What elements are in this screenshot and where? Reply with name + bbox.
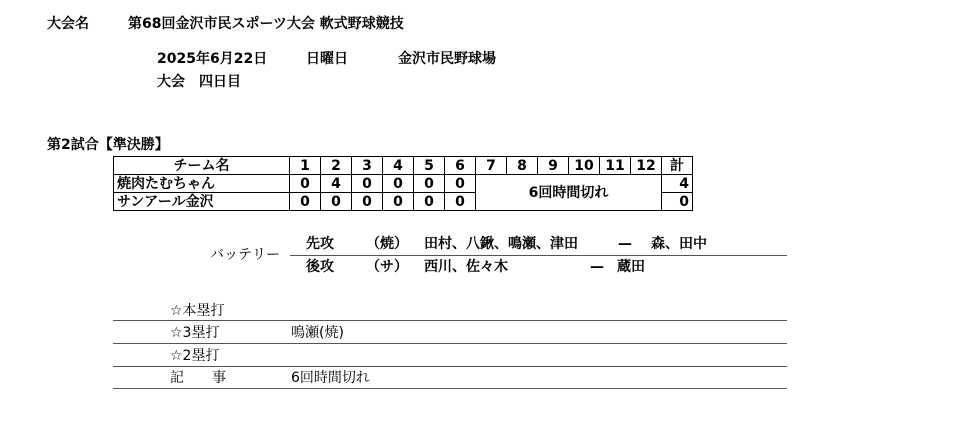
inning-score: 0 [414, 193, 445, 211]
venue: 金沢市民野球場 [398, 51, 496, 67]
battery-side: 後攻 [306, 259, 334, 275]
record-label: 記 事 [170, 370, 226, 386]
record-divider [113, 366, 787, 367]
scoreboard-header-row [114, 157, 693, 175]
game-title: 第2試合【準決勝】 [47, 137, 169, 153]
inning-score: 0 [414, 175, 445, 193]
team-name-header: チーム名 [114, 157, 290, 175]
inning-header: 10 [569, 157, 600, 175]
team-name: サンアール金沢 [114, 193, 290, 211]
record-label: ☆本塁打 [170, 303, 225, 319]
game-note: 6回時間切れ [476, 175, 662, 211]
inning-score: 0 [352, 193, 383, 211]
battery-side: 先攻 [306, 236, 334, 252]
weekday: 日曜日 [306, 51, 348, 67]
scoreboard-table [113, 156, 693, 211]
team-row [114, 175, 693, 193]
inning-score: 0 [383, 193, 414, 211]
total-header: 計 [662, 157, 693, 175]
inning-score: 0 [383, 175, 414, 193]
inning-header: 2 [321, 157, 352, 175]
record-value: 6回時間切れ [291, 370, 370, 386]
inning-header: 12 [631, 157, 662, 175]
record-label: ☆3塁打 [170, 325, 220, 341]
inning-header: 6 [445, 157, 476, 175]
inning-header: 3 [352, 157, 383, 175]
inning-score: 0 [321, 193, 352, 211]
tournament-day: 大会 四日目 [157, 74, 241, 90]
record-divider [113, 343, 787, 344]
battery-catchers: 森、田中 [651, 236, 707, 252]
record-value: 鳴瀬(焼) [291, 325, 344, 341]
inning-header: 1 [290, 157, 321, 175]
record-label: ☆2塁打 [170, 348, 220, 364]
team-name: 焼肉たむちゃん [114, 175, 290, 193]
battery-pitchers: 西川、佐々木 [424, 259, 508, 275]
battery-divider [290, 255, 787, 256]
inning-score: 4 [321, 175, 352, 193]
team-total: 4 [662, 175, 693, 193]
inning-score: 0 [290, 193, 321, 211]
record-divider [113, 388, 787, 389]
battery-dash: — [618, 236, 632, 252]
record-divider [113, 320, 787, 321]
inning-score: 0 [352, 175, 383, 193]
game-date: 2025年6月22日 [157, 51, 268, 67]
battery-team: （サ） [366, 259, 408, 275]
event-label: 大会名 [47, 16, 89, 32]
battery-team: （焼） [366, 236, 408, 252]
inning-score: 0 [445, 175, 476, 193]
inning-score: 0 [445, 193, 476, 211]
inning-header: 7 [476, 157, 507, 175]
inning-score: 0 [290, 175, 321, 193]
battery-pitchers: 田村、八鍬、鳴瀬、津田 [424, 236, 578, 252]
team-total: 0 [662, 193, 693, 211]
inning-header: 4 [383, 157, 414, 175]
battery-catchers: 蔵田 [617, 259, 645, 275]
inning-header: 8 [507, 157, 538, 175]
inning-header: 11 [600, 157, 631, 175]
battery-dash: — [590, 259, 604, 275]
inning-header: 5 [414, 157, 445, 175]
inning-header: 9 [538, 157, 569, 175]
battery-label: バッテリー [210, 247, 280, 263]
event-name: 第68回金沢市民スポーツ大会 軟式野球競技 [128, 16, 404, 32]
